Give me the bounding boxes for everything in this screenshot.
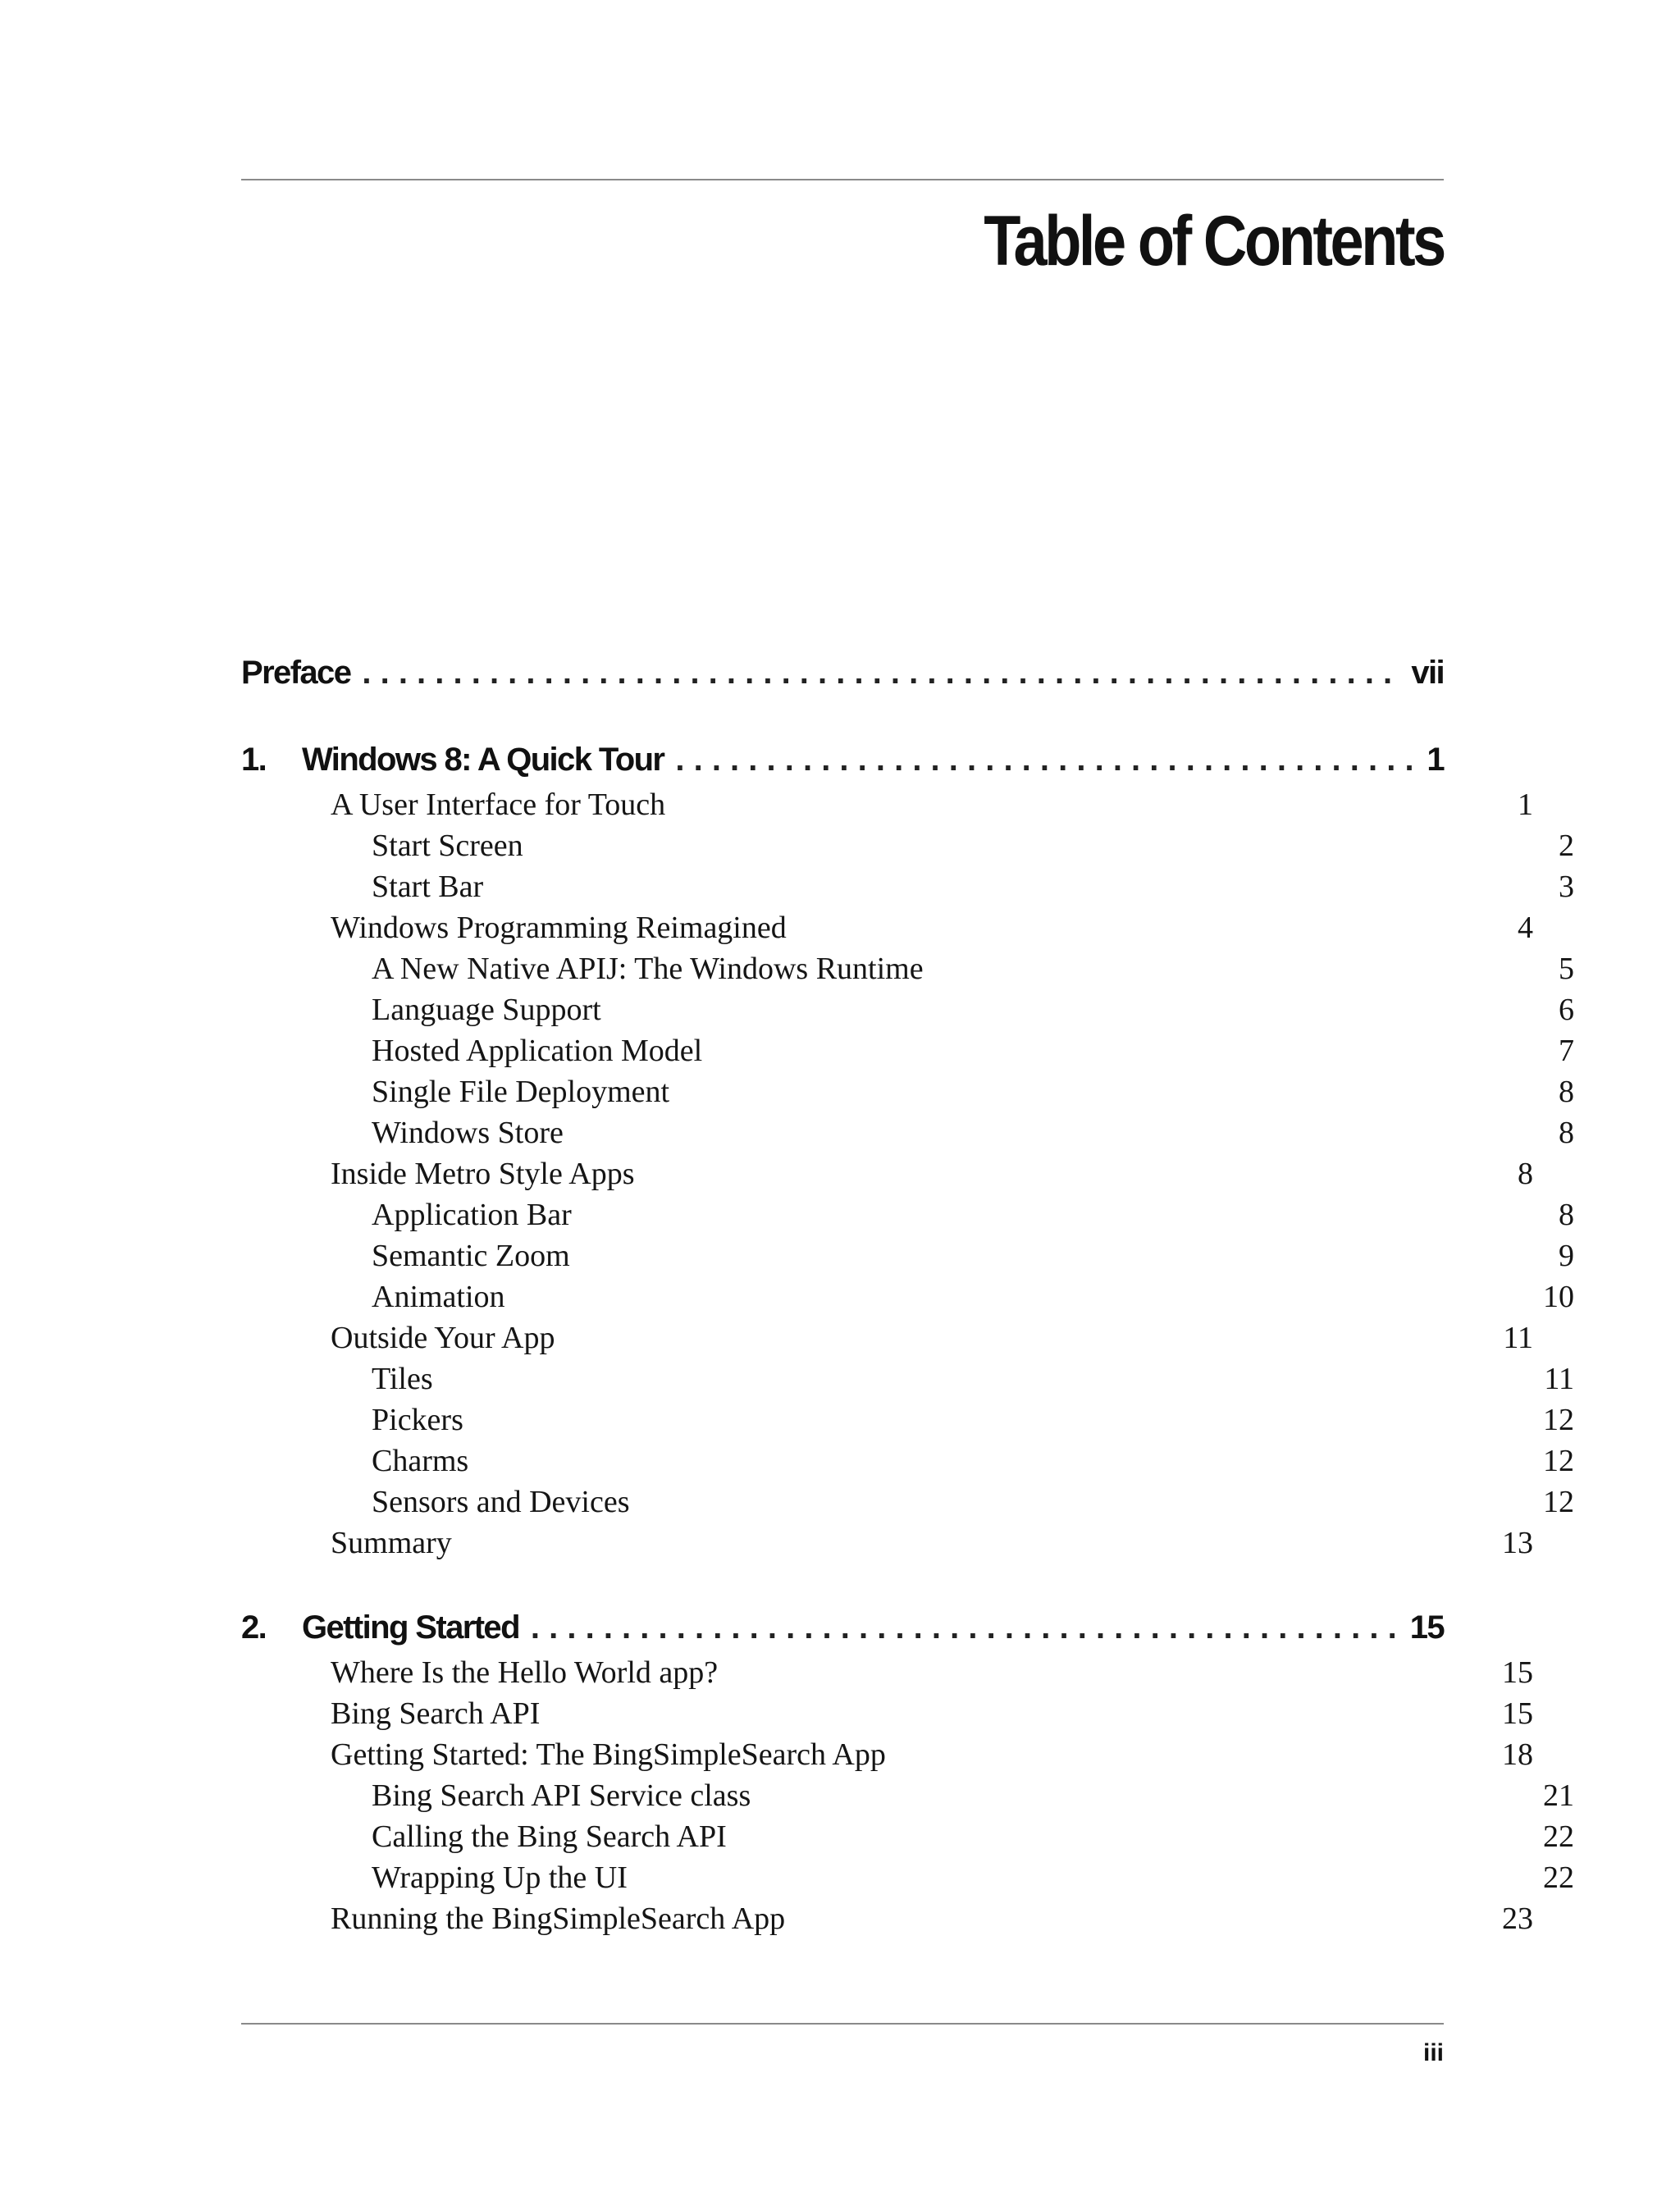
toc-section[interactable]: Where Is the Hello World app? 15 [331,1655,1533,1690]
toc-subsection[interactable]: Language Support 6 [372,993,1574,1027]
chapter-number: 1. [241,742,267,778]
toc-subsection[interactable]: Pickers 12 [372,1403,1574,1437]
toc-subsection[interactable]: Start Bar 3 [372,870,1574,904]
toc-subsection[interactable]: Single File Deployment 8 [372,1075,1574,1109]
toc-subsection[interactable]: Semantic Zoom 9 [372,1239,1574,1273]
page-number: iii [1422,2039,1444,2066]
leader-dots [675,735,1417,784]
toc-subsection[interactable]: Start Screen 2 [372,829,1574,863]
toc-subsection[interactable]: Application Bar 8 [372,1198,1574,1232]
toc-preface[interactable] [241,648,1444,697]
preface-label: Preface [241,655,351,691]
preface-page: vii [1411,655,1444,691]
toc-section[interactable]: Bing Search API 15 [331,1696,1533,1731]
toc-chapter-2[interactable] [241,1603,1444,1652]
toc-subsection[interactable]: Sensors and Devices 12 [372,1485,1574,1519]
toc-chapter-1[interactable] [241,735,1444,784]
toc-subsection[interactable]: Wrapping Up the UI 22 [372,1860,1574,1895]
chapter-number: 2. [241,1609,267,1646]
toc-section[interactable]: Outside Your App 11 [331,1321,1533,1355]
toc-subsection[interactable]: Windows Store 8 [372,1116,1574,1150]
toc-subsection[interactable]: Calling the Bing Search API 22 [372,1819,1574,1854]
page-title: Table of Contents [984,202,1444,281]
chapter-title: Getting Started [302,1609,519,1646]
chapter-page: 15 [1409,1609,1444,1646]
bottom-rule [241,2023,1444,2025]
toc-section[interactable]: Getting Started: The BingSimpleSearch App 18 [331,1737,1533,1772]
toc-section[interactable]: Inside Metro Style Apps 8 [331,1157,1533,1191]
toc-subsection[interactable]: Animation 10 [372,1280,1574,1314]
chapter-title: Windows 8: A Quick Tour [302,742,664,778]
chapter-page: 1 [1427,742,1444,778]
toc-subsection[interactable]: A New Native APIJ: The Windows Runtime 5 [372,952,1574,986]
top-rule [241,179,1444,180]
leader-dots [531,1603,1400,1652]
toc-section[interactable]: Running the BingSimpleSearch App 23 [331,1901,1533,1936]
toc-section[interactable]: Summary 13 [331,1526,1533,1560]
toc-subsection[interactable]: Hosted Application Model 7 [372,1034,1574,1068]
toc-subsection[interactable]: Bing Search API Service class 21 [372,1778,1574,1813]
toc-section[interactable]: Windows Programming Reimagined 4 [331,911,1533,945]
toc-subsection[interactable]: Tiles 11 [372,1362,1574,1396]
toc-subsection[interactable]: Charms 12 [372,1444,1574,1478]
toc-section[interactable]: A User Interface for Touch 1 [331,788,1533,822]
table-of-contents [241,648,1574,1939]
leader-dots [362,648,1401,697]
